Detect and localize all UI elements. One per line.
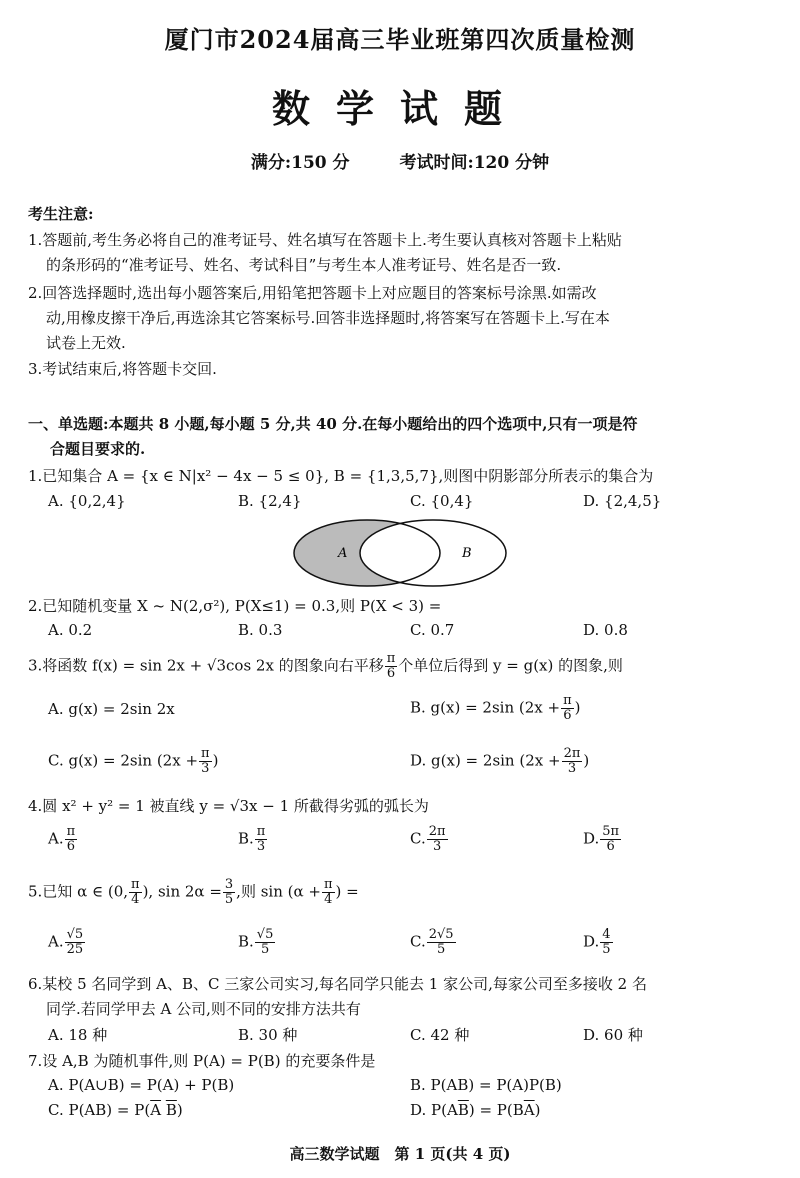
numerator: π <box>66 824 76 839</box>
numerator: π <box>256 824 266 839</box>
question-1-stem: 1.已知集合 A = {x ∈ N|x² − 4x − 5 ≤ 0}, B = {1,3,5,7},则图中阴影部分所表示的集合为 <box>28 467 654 485</box>
denominator: 3 <box>567 761 577 776</box>
option-text: D. g(x) = 2sin (2x + <box>410 751 561 770</box>
option-letter: B. <box>238 829 254 848</box>
numerator: √5 <box>256 927 274 942</box>
denominator: 5 <box>224 892 234 907</box>
option-text: ) <box>212 751 219 770</box>
stem-line: 6.某校 5 名同学到 A、B、C 三家公司实习,每名同学只能去 1 家公司,每家公司至多接收 2 名 <box>28 975 647 993</box>
denominator: 4 <box>131 892 140 907</box>
option-text: ) <box>534 1101 541 1119</box>
stem-text: ) = <box>335 882 359 901</box>
stem-text: ,则 sin (α + <box>236 882 321 901</box>
fraction <box>223 878 235 907</box>
option-a: A. {0,2,4} <box>48 492 126 510</box>
notice-title: 考生注意: <box>28 205 94 223</box>
notice-item-3 <box>28 357 778 382</box>
fraction <box>65 928 86 957</box>
fraction <box>385 652 398 681</box>
notice-line: 动,用橡皮擦干净后,再选涂其它答案标号.回答非选择题时,将答案写在答题卡上.写在本 <box>46 309 610 327</box>
section-line: 一、单选题:本题共 8 小题,每小题 5 分,共 40 分.在每小题给出的四个选项中,只有一项是符 <box>28 415 638 433</box>
option-letter: A. <box>48 932 64 951</box>
fraction <box>427 928 456 957</box>
fraction <box>65 825 78 854</box>
fraction <box>129 878 142 907</box>
option-d <box>583 928 614 957</box>
notice-line: 2.回答选择题时,选出每小题答案后,用铅笔把答题卡上对应题目的答案标号涂黑.如需改 <box>28 284 597 302</box>
question-6-stem <box>28 972 780 1022</box>
fraction <box>322 878 335 907</box>
question-7-stem: 7.设 A,B 为随机事件,则 P(A) = P(B) 的充要条件是 <box>28 1052 376 1070</box>
option-d: D. 0.8 <box>583 621 628 639</box>
numerator: π <box>563 693 572 708</box>
fraction <box>255 928 276 957</box>
option-b: B. P(AB) = P(A)P(B) <box>410 1076 562 1094</box>
option-d <box>410 1101 540 1119</box>
fraction <box>255 825 268 854</box>
notice-item-1 <box>28 228 778 278</box>
denominator: 5 <box>260 942 270 957</box>
option-text: C. P(AB) = P( <box>48 1101 151 1119</box>
option-d <box>583 825 622 854</box>
option-a <box>48 825 78 854</box>
notice-line: 1.答题前,考生务必将自己的准考证号、姓名填写在答题卡上.考生要认真核对答题卡上粘贴 <box>28 231 622 249</box>
subject-title: 数学试题 <box>271 86 528 131</box>
option-a: A. P(A∪B) = P(A) + P(B) <box>48 1076 235 1094</box>
stem-text: 个单位后得到 y = g(x) 的图象,则 <box>398 656 623 675</box>
numerator: 4 <box>602 927 611 942</box>
notice-line: 的条形码的“准考证号、姓名、考试科目”与考生本人准考证号、姓名是否一致. <box>46 256 562 274</box>
numerator: √5 <box>66 927 84 942</box>
option-d: D. 60 种 <box>583 1026 643 1044</box>
denominator: 5 <box>436 942 446 957</box>
option-b: B. 30 种 <box>238 1026 298 1044</box>
denominator: 3 <box>256 839 266 854</box>
option-b: B. {2,4} <box>238 492 302 510</box>
venn-diagram <box>290 517 510 589</box>
option-letter: C. <box>410 829 426 848</box>
option-text: ) <box>583 751 590 770</box>
overlined-a: $\overline{A}$ <box>150 1101 162 1119</box>
overlined-b: $\overline{B}$ <box>165 1101 177 1119</box>
denominator: 6 <box>563 708 572 723</box>
option-c: C. 42 种 <box>410 1026 470 1044</box>
notice-item-2 <box>28 281 778 356</box>
question-2-stem: 2.已知随机变量 X ~ N(2,σ²), P(X≤1) = 0.3,则 P(X < 3) = <box>28 597 442 615</box>
denominator: 25 <box>66 942 84 957</box>
notice-line: 3.考试结束后,将答题卡交回. <box>28 360 217 378</box>
numerator: π <box>201 746 210 761</box>
numerator: π <box>386 651 396 666</box>
numerator: π <box>323 877 333 892</box>
denominator: 6 <box>386 666 396 681</box>
numerator: 2π <box>428 824 446 839</box>
stem-text: 5.已知 α ∈ (0, <box>28 882 129 901</box>
question-3-stem <box>28 652 780 681</box>
fraction <box>562 747 583 776</box>
numerator: 2√5 <box>428 927 454 942</box>
exam-time: 考试时间:120 分钟 <box>399 153 550 173</box>
option-a: A. g(x) = 2sin 2x <box>48 700 175 718</box>
option-c: C. {0,4} <box>410 492 474 510</box>
overlined-b: $\overline{B}$ <box>457 1101 469 1119</box>
denominator: 3 <box>201 761 210 776</box>
option-a <box>48 928 86 957</box>
option-c: C. 0.7 <box>410 621 455 639</box>
option-b <box>238 928 276 957</box>
overlined-a: $\overline{A}$ <box>523 1101 535 1119</box>
option-a: A. 0.2 <box>48 621 93 639</box>
question-5-stem <box>28 878 780 907</box>
numerator: 3 <box>224 877 234 892</box>
option-text: B. g(x) = 2sin (2x + <box>410 698 561 717</box>
option-letter: A. <box>48 829 64 848</box>
section-heading <box>28 412 780 462</box>
venn-label-a: A <box>338 546 348 561</box>
stem-line: 同学.若同学甲去 A 公司,则不同的安排方法共有 <box>46 1000 361 1018</box>
numerator: π <box>131 877 140 892</box>
denominator: 6 <box>66 839 76 854</box>
notice-line: 试卷上无效. <box>46 334 126 352</box>
fraction <box>600 928 612 957</box>
stem-text: ), sin 2α = <box>142 882 222 901</box>
venn-label-b: B <box>462 546 472 561</box>
option-b: B. 0.3 <box>238 621 283 639</box>
option-letter: B. <box>238 932 254 951</box>
option-c <box>410 928 457 957</box>
denominator: 6 <box>606 839 615 854</box>
option-text: ) <box>176 1101 183 1119</box>
option-letter: C. <box>410 932 426 951</box>
full-score: 满分:150 分 <box>250 153 350 173</box>
option-b <box>238 825 268 854</box>
fraction <box>561 694 574 723</box>
option-d: D. {2,4,5} <box>583 492 662 510</box>
section-line: 合题目要求的. <box>50 440 146 458</box>
option-text: C. g(x) = 2sin (2x + <box>48 751 199 770</box>
option-letter: D. <box>583 829 600 848</box>
option-b <box>410 694 581 723</box>
option-c <box>48 747 218 776</box>
exam-header-title: 厦门市2024届高三毕业班第四次质量检测 <box>164 25 636 54</box>
denominator: 5 <box>602 942 611 957</box>
option-letter: D. <box>583 932 600 951</box>
numerator: 5π <box>602 824 620 839</box>
denominator: 4 <box>324 892 333 907</box>
page-footer: 高三数学试题 第 1 页(共 4 页) <box>289 1145 511 1163</box>
option-text: ) = P(B <box>468 1101 524 1119</box>
stem-text: 3.将函数 f(x) = sin 2x + √3cos 2x 的图象向右平移 <box>28 656 384 675</box>
fraction <box>600 825 621 854</box>
option-c <box>410 825 449 854</box>
numerator: 2π <box>563 746 581 761</box>
option-d <box>410 747 589 776</box>
denominator: 3 <box>432 839 442 854</box>
option-a: A. 18 种 <box>48 1026 108 1044</box>
fraction <box>199 747 212 776</box>
question-4-stem: 4.圆 x² + y² = 1 被直线 y = √3x − 1 所截得劣弧的弧长为 <box>28 797 429 815</box>
option-text: ) <box>574 698 581 717</box>
fraction <box>427 825 448 854</box>
exam-meta <box>0 148 800 173</box>
option-text: D. P(A <box>410 1101 458 1119</box>
option-c <box>48 1101 183 1119</box>
